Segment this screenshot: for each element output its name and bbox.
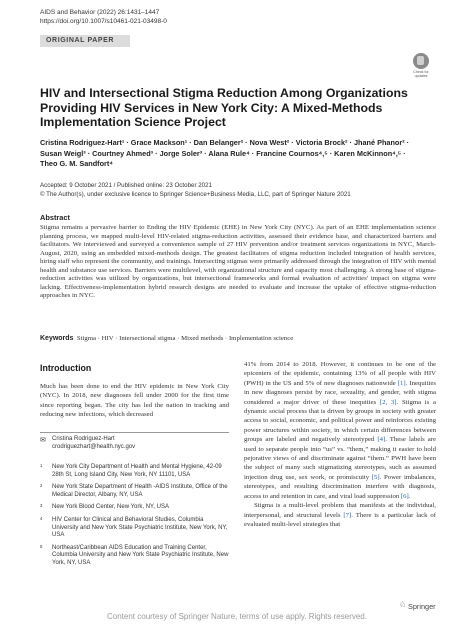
corresponding-author-email[interactable]: crodriguezhart@health.nyc.gov	[52, 443, 136, 450]
keywords-label: Keywords	[40, 335, 74, 342]
introduction-left-column: Much has been done to end the HIV epidemic in New York City (NYC). In 2018, new diagnoses fell under 2000 for the first time since reporting began. The city has led the nation in tracking and reducing new infections, which decreased	[40, 383, 229, 419]
citation-link[interactable]: [7]	[343, 511, 352, 519]
paragraph: 41% from 2014 to 2018. However, it continues to be one of the epicenters of the epidemic, containing 13% of all people with HIV (PWH) in the US and 5% of new diagnoses nationwide [1]. Inequities in new diagnoses persist by race, sexuality, and gender, with stigma considered a major driver of these inequities [2, 3]. Stigma is a dynamic social process that is driven by groups in society with greater access to social, economic, and political power and reinforces existing power structures within society, in which certain differences between groups are labeled and negatively stereotyped [4]. These labels are used to separate people into “us” vs. “them,” making it easier to hold pejorative views of and discriminate against “them.” PWH have been the subject of many such stigmatizing stereotypes, such as assumed injection drug use, sex work, or promiscuity [5]. Power imbalances, stereotypes, and resulting discrimination interfere with diagnosis, access to and retention in care, and viral load suppression [6].	[244, 361, 436, 500]
corresponding-author-name: Cristina Rodriguez-Hart	[52, 436, 115, 442]
paragraph: Stigma is a multi-level problem that manifests at the individual, interpersonal, and structural levels [7]. There is a particular lack of evaluated multi-level strategies that	[244, 502, 437, 528]
affiliations	[40, 464, 229, 573]
article-title: HIV and Intersectional Stigma Reduction Among Organizations Providing HIV Services in New York City: A Mixed-Methods Implementation Science Project	[40, 86, 408, 130]
publisher-name: Springer	[408, 602, 436, 611]
doi-link[interactable]: https://doi.org/10.1007/s10461-021-03498-0	[40, 17, 167, 25]
publication-dates	[40, 182, 440, 199]
footnote-divider	[40, 432, 229, 433]
citation-link[interactable]: [1]	[397, 379, 406, 387]
affiliation-item: 3 New York Blood Center, New York, NY, USA	[40, 503, 169, 511]
authors-line[interactable]: Theo G. M. Sandfort⁴	[40, 159, 113, 168]
affiliation-item: 5 Northeast/Caribbean AIDS Education and Training Center, Columbia University and New York State Psychiatric Institute, New York, NY, USA	[40, 543, 229, 566]
affiliation-item: 2 New York State Department of Health -AIDS Institute, Office of the Medical Director, Albany, NY, USA	[40, 483, 228, 498]
introduction-right-column	[244, 360, 436, 529]
citation-link[interactable]: [5]	[371, 473, 380, 481]
badge-label: ORIGINAL PAPER	[46, 37, 115, 44]
introduction-heading: Introduction	[40, 363, 92, 373]
envelope-icon: ✉	[40, 437, 46, 444]
check-for-updates-button[interactable]	[410, 53, 432, 85]
article-type-badge	[40, 35, 130, 47]
citation-link[interactable]: [6]	[400, 492, 409, 500]
accepted-published-dates: Accepted: 9 October 2021 / Published online: 23 October 2021	[40, 182, 212, 189]
abstract-text: Stigma remains a pervasive barrier to Ending the HIV Epidemic (EHE) in New York City (NYC). As part of an EHE implementation science planning process, we mapped multi-level HIV-related stigma-reduction activities, assessed their evidence base, and characterized barriers and facilitators. We interviewed and surveyed a convenience sample of 27 HIV prevention and/or treatment services organizations in NYC, March-August, 2020, using an embedded mixed-methods design. The greatest facilitators of stigma reduction included integration of health services, hiring staff who represent the community, and trainings. Intersecting stigmas were primarily addressed through the integration of HIV with mental health and substance use services. Barriers were multilevel, with organizational structure and capacity most challenging. A strong base of stigma-reduction activities was utilized by organizations, but intersectional frameworks and formal evaluation of activities' impact on stigma were lacking. Effectiveness-implementation hybrid research designs are needed to evaluate and increase the uptake of effective stigma-reduction approaches in NYC.	[40, 224, 436, 299]
copyright-notice: © The Author(s), under exclusive licence to Springer Science+Business Media, LLC, part of Springer Nature 2021	[40, 190, 351, 198]
affiliation-item: 1 New York City Department of Health and Mental Hygiene, 42-09 28th St, Long Island City, New York, NY 11101, USA	[40, 463, 222, 478]
authors-line[interactable]: Cristina Rodriguez-Hart¹ · Grace Mackson¹ · Dan Belanger² · Nova West² · Victoria Brock² · Jhané Phanor² ·	[40, 138, 410, 147]
springer-horse-icon	[400, 602, 406, 610]
affiliation-item: 4 HIV Center for Clinical and Behavioral Studies, Columbia University and New York State Psychiatric Institute, New York, NY, USA	[40, 515, 228, 539]
author-list	[40, 138, 440, 170]
citation-link[interactable]: [2, 3]	[379, 398, 397, 406]
journal-citation	[40, 9, 167, 26]
citation-link[interactable]: [4]	[377, 436, 386, 444]
courtesy-notice: Content courtesy of Springer Nature, terms of use apply. Rights reserved.	[107, 612, 367, 621]
check-updates-icon	[413, 53, 429, 69]
authors-line[interactable]: Susan Weigl³ · Courtney Ahmed³ · Jorge Soler³ · Alana Rule⁴ · Francine Cournos⁴,⁵ · Karen McKinnon⁴,⁵ ·	[40, 148, 406, 158]
journal-name: AIDS and Behavior (2022) 26:1431–1447	[40, 9, 160, 16]
keywords-list: Stigma · HIV · Intersectional stigma · Mixed methods · Implementation science	[76, 335, 294, 342]
keywords	[40, 335, 440, 344]
abstract-heading: Abstract	[40, 213, 70, 222]
publisher-logo	[400, 602, 436, 611]
check-updates-label: Check for updates	[413, 70, 429, 79]
